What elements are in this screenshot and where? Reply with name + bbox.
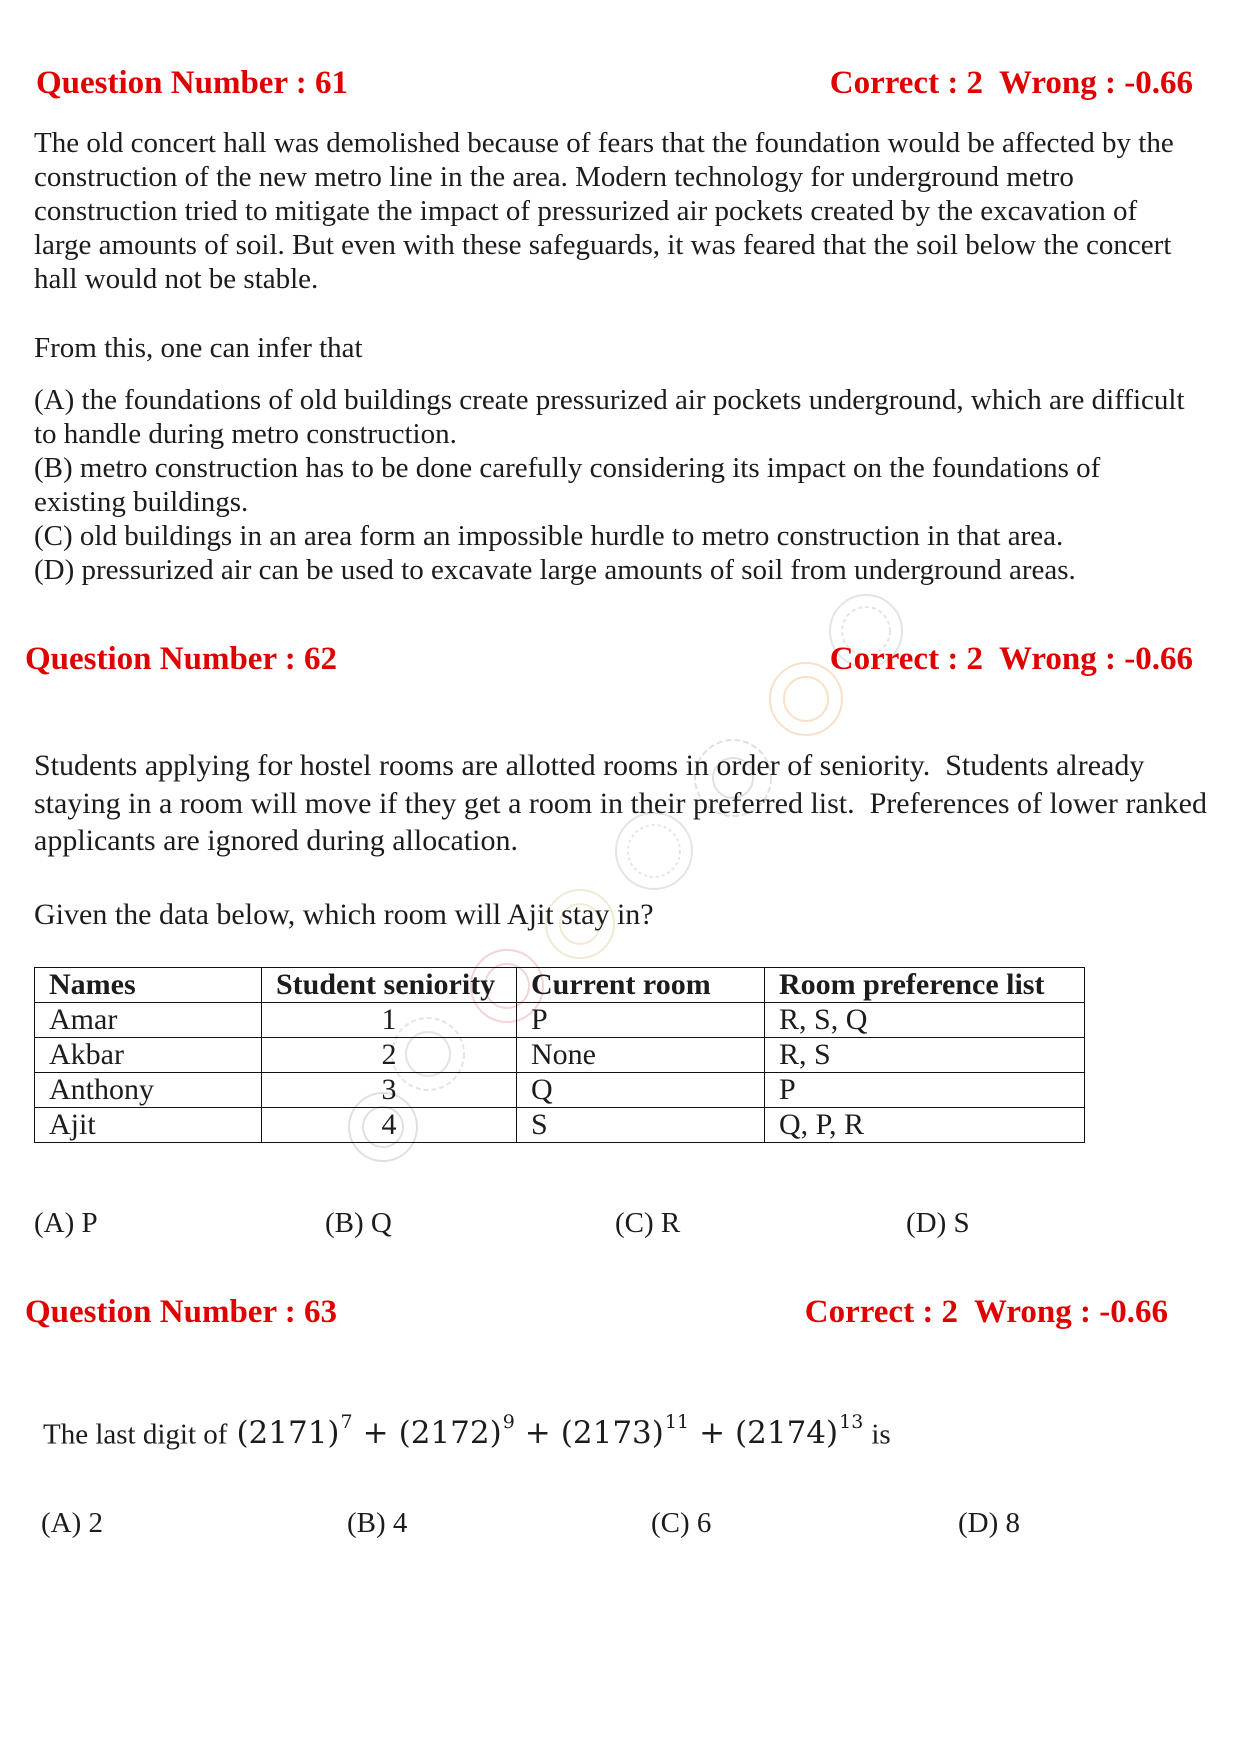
cell-name: Akbar [35,1038,262,1073]
plus-operator: + [524,1415,551,1452]
stem-prefix: The last digit of [43,1418,228,1451]
option-d [34,553,1185,587]
cell-current-room: P [517,1003,765,1038]
term-base: (2173) [560,1415,664,1452]
marks-label: Correct : 2 Wrong : -0.66 [804,1294,1168,1330]
cell-current-room: S [517,1108,765,1143]
term-base: (2171) [236,1415,340,1452]
cell-current-room: Q [517,1073,765,1108]
option-line: to handle during metro construction. [34,418,457,450]
column-header-names: Names [35,968,262,1003]
column-header-preference-list: Room preference list [765,968,1085,1003]
cell-name: Ajit [35,1108,262,1143]
question-number-label: Question Number : 61 [36,65,348,101]
math-expression [236,1411,864,1452]
cell-name: Anthony [35,1073,262,1108]
term-base: (2172) [398,1415,502,1452]
option-line: (C) old buildings in an area form an impossible hurdle to metro construction in that area. [34,520,1064,552]
option-d: (D) S [906,1207,970,1239]
term-exponent: 11 [664,1411,690,1433]
table-row [35,1038,1085,1073]
term-exponent: 9 [502,1411,515,1433]
prompt-text: From this, one can infer that [34,332,363,364]
table-row [35,1003,1085,1038]
option-a: (A) 2 [41,1507,104,1539]
option-line: existing buildings. [34,486,249,518]
term-exponent: 13 [839,1411,864,1433]
passage-line: Students applying for hostel rooms are allotted rooms in order of seniority. Students already [34,749,1145,782]
option-line: (A) the foundations of old buildings create pressurized air pockets underground, which are difficult [34,384,1185,416]
question-stem [43,1400,891,1465]
option-d: (D) 8 [958,1507,1021,1539]
passage [34,126,1174,296]
room-allocation-table [34,967,1085,1143]
power-term [735,1411,864,1452]
question-prompt [34,331,363,365]
term-exponent: 7 [340,1411,353,1433]
passage [34,747,1207,860]
passage-line: The old concert hall was demolished because of fears that the foundation would be affected by the [34,127,1174,159]
prompt-text: Given the data below, which room will Ajit stay in? [34,898,654,931]
answer-options [34,383,1185,587]
option-line: (B) metro construction has to be done carefully considering its impact on the foundations of [34,452,1101,484]
cell-name: Amar [35,1003,262,1038]
power-term [398,1411,515,1452]
option-b [34,451,1185,519]
question-prompt [34,896,654,934]
passage-line: staying in a room will move if they get a room in their preferred list. Preferences of lower ranked [34,786,1207,820]
passage-line: construction tried to mitigate the impact of pressurized air pockets created by the excavation of [34,195,1138,227]
option-c [34,519,1185,553]
cell-preference-list: Q, P, R [765,1108,1085,1143]
cell-preference-list: R, S [765,1038,1085,1073]
stem-suffix: is [871,1418,891,1451]
cell-preference-list: R, S, Q [765,1003,1085,1038]
cell-current-room: None [517,1038,765,1073]
table-row [35,1073,1085,1108]
option-c: (C) 6 [651,1507,712,1539]
option-b: (B) Q [325,1207,392,1239]
term-base: (2174) [735,1415,839,1452]
column-header-current-room: Current room [517,968,765,1003]
question-number-label: Question Number : 63 [25,1294,337,1330]
passage-line: hall would not be stable. [34,263,319,295]
plus-operator: + [699,1415,726,1452]
passage-line: applicants are ignored during allocation. [34,824,518,857]
power-term [236,1411,353,1452]
passage-line: construction of the new metro line in the area. Modern technology for underground metro [34,161,1074,193]
marks-label: Correct : 2 Wrong : -0.66 [829,65,1193,101]
option-a [34,383,1185,451]
cell-seniority: 4 [262,1108,517,1143]
question-number-label: Question Number : 62 [25,641,337,677]
table-row [35,1108,1085,1143]
passage-line: large amounts of soil. But even with these safeguards, it was feared that the soil below the concert [34,229,1172,261]
marks-label: Correct : 2 Wrong : -0.66 [829,641,1193,677]
cell-seniority: 2 [262,1038,517,1073]
column-header-seniority: Student seniority [262,968,517,1003]
option-b: (B) 4 [347,1507,408,1539]
cell-preference-list: P [765,1073,1085,1108]
table-header-row [35,968,1085,1003]
cell-seniority: 1 [262,1003,517,1038]
option-line: (D) pressurized air can be used to excavate large amounts of soil from underground areas. [34,554,1076,586]
option-c: (C) R [615,1207,681,1239]
plus-operator: + [362,1415,389,1452]
cell-seniority: 3 [262,1073,517,1108]
power-term [560,1411,690,1452]
option-a: (A) P [34,1207,98,1239]
